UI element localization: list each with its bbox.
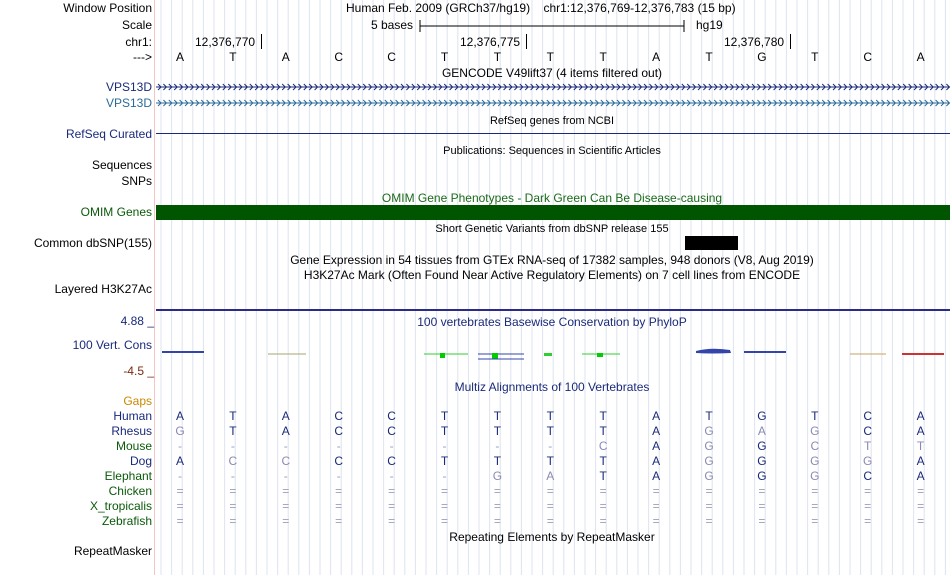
sequence-base: A <box>916 50 925 64</box>
phylop-label[interactable]: 100 Vert. Cons <box>72 338 152 352</box>
alignment-base: C <box>810 439 820 453</box>
sequence-base: T <box>546 50 554 64</box>
alignment-base: T <box>599 469 607 483</box>
alignment-base: = <box>758 514 766 528</box>
chrom-label: chr1: <box>125 35 152 49</box>
omim-feature-bar[interactable] <box>156 205 950 220</box>
dbsnp-variant-block[interactable] <box>685 236 738 250</box>
coord-tick-label: 12,376,775 <box>460 35 521 49</box>
alignment-base: = <box>493 499 501 513</box>
alignment-base: A <box>652 409 661 423</box>
sequence-base: A <box>175 50 184 64</box>
alignment-base: A <box>652 424 661 438</box>
coord-tick <box>261 34 262 49</box>
alignment-base: T <box>864 439 872 453</box>
scale-text: 5 bases <box>371 18 414 32</box>
alignment-base: A <box>916 409 925 423</box>
alignment-base: C <box>863 424 873 438</box>
alignment-base: G <box>810 469 820 483</box>
alignment-base: G <box>175 424 185 438</box>
alignment-base: = <box>864 484 872 498</box>
alignment-base: - <box>389 439 394 453</box>
alignment-base: = <box>282 499 290 513</box>
sequence-base: T <box>705 50 713 64</box>
species-label[interactable]: Chicken <box>108 484 152 498</box>
alignment-base: = <box>493 484 501 498</box>
alignment-base: = <box>176 484 184 498</box>
alignment-base: = <box>652 514 660 528</box>
species-label[interactable]: X_tropicalis <box>89 499 152 513</box>
alignment-base: T <box>599 409 607 423</box>
gene-track-vps13d[interactable] <box>156 81 950 93</box>
alignment-base: G <box>810 424 820 438</box>
gene-label-vps13d-2[interactable]: VPS13D <box>105 96 152 110</box>
alignment-base: - <box>230 439 235 453</box>
h3k27ac-track-title[interactable]: H3K27Ac Mark (Often Found Near Active Regulatory Elements) on 7 cell lines from ENCODE <box>303 268 801 282</box>
alignment-base: = <box>388 514 396 528</box>
species-label[interactable]: Zebrafish <box>101 514 152 528</box>
repeatmasker-track-title[interactable]: Repeating Elements by RepeatMasker <box>449 530 655 544</box>
alignment-base: = <box>758 484 766 498</box>
alignment-base: - <box>442 439 447 453</box>
alignment-base: T <box>916 439 925 453</box>
alignment-base: = <box>176 499 184 513</box>
alignment-base: = <box>811 499 819 513</box>
alignment-base: = <box>599 514 607 528</box>
coord-tick <box>790 34 791 49</box>
scale-bar <box>420 19 686 33</box>
alignment-base: - <box>283 469 288 483</box>
sequence-base: A <box>652 50 661 64</box>
scale-label: Scale <box>121 18 152 32</box>
alignment-base: T <box>493 409 502 423</box>
multiz-track-title[interactable]: Multiz Alignments of 100 Vertebrates <box>454 380 650 394</box>
gencode-track-title[interactable]: GENCODE V49lift37 (4 items filtered out) <box>441 66 663 80</box>
alignment-base: A <box>916 454 925 468</box>
alignment-base: = <box>652 499 660 513</box>
phylop-max-value: 4.88 _ <box>120 314 154 328</box>
sequence-base: C <box>863 50 873 64</box>
alignment-base: - <box>336 469 341 483</box>
coord-tick <box>526 34 527 49</box>
sequence-base: G <box>757 50 767 64</box>
alignment-base: C <box>387 454 396 468</box>
alignment-base: T <box>546 454 554 468</box>
alignment-base: G <box>704 454 714 468</box>
alignment-base: T <box>599 454 607 468</box>
alignment-base: T <box>546 424 554 438</box>
alignment-base: = <box>229 484 237 498</box>
alignment-base: G <box>863 454 873 468</box>
sequence-base: T <box>229 50 237 64</box>
sequence-base: C <box>387 50 396 64</box>
phylop-track-title[interactable]: 100 vertebrates Basewise Conservation by PhyloP <box>417 315 687 329</box>
alignment-base: = <box>864 499 872 513</box>
alignment-base: C <box>281 454 291 468</box>
alignment-base: C <box>334 424 344 438</box>
alignment-base: C <box>863 469 873 483</box>
sequence-base: T <box>493 50 502 64</box>
alignment-base: C <box>863 409 873 423</box>
alignment-base: A <box>546 469 555 483</box>
alignment-base: C <box>228 454 238 468</box>
strand-label: ---> <box>133 50 152 64</box>
alignment-base: = <box>282 484 290 498</box>
alignment-base: G <box>704 439 714 453</box>
alignment-base: T <box>811 409 819 423</box>
alignment-base: - <box>336 439 341 453</box>
sequence-base: T <box>599 50 607 64</box>
alignment-base: = <box>546 514 554 528</box>
alignment-base: A <box>281 424 290 438</box>
alignment-base: A <box>916 469 925 483</box>
alignment-base: G <box>757 469 767 483</box>
alignment-base: = <box>388 499 396 513</box>
alignment-base: = <box>176 514 184 528</box>
alignment-base: = <box>335 484 343 498</box>
h3k27ac-label[interactable]: Layered H3K27Ac <box>54 282 152 296</box>
alignment-base: - <box>178 439 182 453</box>
alignment-base: = <box>917 484 925 498</box>
gene-track-vps13d-2[interactable] <box>156 97 950 109</box>
sequences-label[interactable]: Sequences <box>91 158 152 172</box>
repeatmasker-label[interactable]: RepeatMasker <box>73 544 152 558</box>
alignment-base: - <box>178 469 182 483</box>
alignment-base: = <box>811 484 819 498</box>
gtex-track-title[interactable]: Gene Expression in 54 tissues from GTEx RNA-seq of 17382 samples, 948 donors (V8, Aug 2019) <box>290 253 814 267</box>
alignment-base: T <box>493 424 502 438</box>
alignment-base: - <box>389 469 394 483</box>
publications-track-title[interactable]: Publications: Sequences in Scientific Articles <box>443 145 661 157</box>
alignment-base: C <box>334 454 344 468</box>
alignment-base: A <box>652 454 661 468</box>
alignment-base: = <box>229 499 237 513</box>
alignment-base: A <box>652 469 661 483</box>
alignment-base: G <box>757 439 767 453</box>
alignment-base: = <box>229 514 237 528</box>
snps-label[interactable]: SNPs <box>121 174 152 188</box>
species-label[interactable]: Rhesus <box>111 424 152 438</box>
alignment-base: - <box>495 439 500 453</box>
alignment-base: A <box>175 454 184 468</box>
alignment-base: T <box>546 409 554 423</box>
label-separator <box>154 0 155 575</box>
alignment-base: T <box>599 424 607 438</box>
alignment-base: = <box>705 514 713 528</box>
alignment-base: = <box>917 499 925 513</box>
alignment-base: = <box>705 499 713 513</box>
alignment-base: C <box>598 439 608 453</box>
dbsnp-track-title[interactable]: Short Genetic Variants from dbSNP release 155 <box>435 223 669 235</box>
alignment-base: A <box>175 409 184 423</box>
alignment-base: = <box>599 499 607 513</box>
alignment-base: G <box>704 424 714 438</box>
alignment-base: T <box>229 409 237 423</box>
refseq-track-title[interactable]: RefSeq genes from NCBI <box>489 115 615 127</box>
alignment-base: = <box>493 514 501 528</box>
alignment-base: = <box>335 499 343 513</box>
alignment-base: A <box>757 424 766 438</box>
window-position-text: Human Feb. 2009 (GRCh37/hg19) chr1:12,376,769-12,376,783 (15 bp) <box>346 1 736 15</box>
window-position-label: Window Position <box>63 1 152 15</box>
alignment-base: = <box>335 514 343 528</box>
alignment-base: = <box>282 514 290 528</box>
alignment-base: - <box>230 469 235 483</box>
alignment-base: = <box>440 484 448 498</box>
gaps-label[interactable]: Gaps <box>123 394 152 408</box>
alignment-base: = <box>652 484 660 498</box>
alignment-base: T <box>705 409 713 423</box>
alignment-base: - <box>442 469 447 483</box>
sequence-base: T <box>440 50 449 64</box>
alignment-base: G <box>757 454 767 468</box>
alignment-base: G <box>757 409 767 423</box>
alignment-base: T <box>440 409 449 423</box>
species-label[interactable]: Dog <box>129 454 152 468</box>
dbsnp-label[interactable]: Common dbSNP(155) <box>33 236 152 250</box>
sequence-base: A <box>281 50 290 64</box>
alignment-base: A <box>916 424 925 438</box>
alignment-base: = <box>440 499 448 513</box>
phylop-signal-plot[interactable] <box>156 345 950 365</box>
species-label[interactable]: Elephant <box>104 469 152 483</box>
phylop-min-value: -4.5 _ <box>123 364 154 378</box>
sequence-base: T <box>811 50 819 64</box>
refseq-gene-line[interactable] <box>156 133 950 134</box>
alignment-base: T <box>493 454 502 468</box>
alignment-base: = <box>546 484 554 498</box>
alignment-base: - <box>283 439 288 453</box>
sequence-base: C <box>334 50 344 64</box>
species-label[interactable]: Human <box>113 409 152 423</box>
alignment-base: = <box>705 484 713 498</box>
alignment-base: T <box>229 424 237 438</box>
alignment-base: C <box>387 424 396 438</box>
alignment-base: = <box>546 499 554 513</box>
gene-label-vps13d[interactable]: VPS13D <box>105 80 152 94</box>
assembly-label: hg19 <box>696 18 723 32</box>
alignment-base: C <box>334 409 344 423</box>
alignment-base: G <box>492 469 503 483</box>
coord-tick-label: 12,376,770 <box>195 35 256 49</box>
alignment-base: A <box>652 439 661 453</box>
omim-label[interactable]: OMIM Genes <box>80 205 152 219</box>
alignment-base: T <box>440 424 449 438</box>
alignment-base: - <box>548 439 553 453</box>
omim-track-title[interactable]: OMIM Gene Phenotypes - Dark Green Can Be Disease-causing <box>381 191 723 205</box>
alignment-base: G <box>704 469 714 483</box>
h3k27ac-signal-line[interactable] <box>156 309 950 311</box>
alignment-base: = <box>811 514 819 528</box>
alignment-base: A <box>281 409 290 423</box>
alignment-base: = <box>864 514 872 528</box>
alignment-base: T <box>440 454 449 468</box>
alignment-base: = <box>388 484 396 498</box>
species-label[interactable]: Mouse <box>115 439 152 453</box>
alignment-base: G <box>810 454 820 468</box>
coord-tick-label: 12,376,780 <box>724 35 785 49</box>
alignment-base: C <box>387 409 396 423</box>
refseq-label[interactable]: RefSeq Curated <box>65 127 152 141</box>
alignment-base: = <box>917 514 925 528</box>
alignment-base: = <box>440 514 448 528</box>
alignment-base: = <box>758 499 766 513</box>
alignment-base: = <box>599 484 607 498</box>
